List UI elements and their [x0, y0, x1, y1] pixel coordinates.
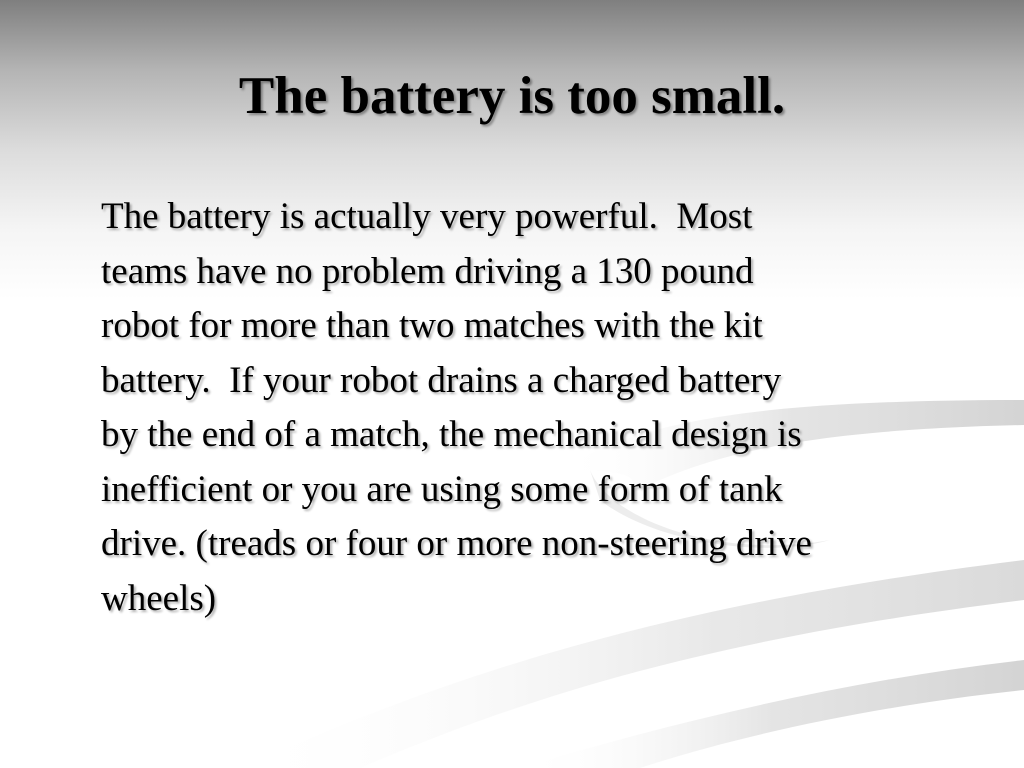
- body-line: robot for more than two matches with the kit: [101, 305, 763, 346]
- body-line: by the end of a match, the mechanical design is: [101, 414, 802, 455]
- slide-body-text: [101, 190, 971, 626]
- body-line: wheels): [101, 577, 217, 619]
- body-line: The battery is actually very powerful. Most: [101, 196, 753, 237]
- body-line: battery. If your robot drains a charged battery: [101, 359, 782, 401]
- body-line: teams have no problem driving a 130 pound: [101, 250, 754, 292]
- body-line: drive. (treads or four or more non-steering drive: [101, 523, 812, 564]
- slide-title: The battery is too small.: [238, 67, 786, 125]
- body-line: inefficient or you are using some form of tank: [101, 468, 783, 510]
